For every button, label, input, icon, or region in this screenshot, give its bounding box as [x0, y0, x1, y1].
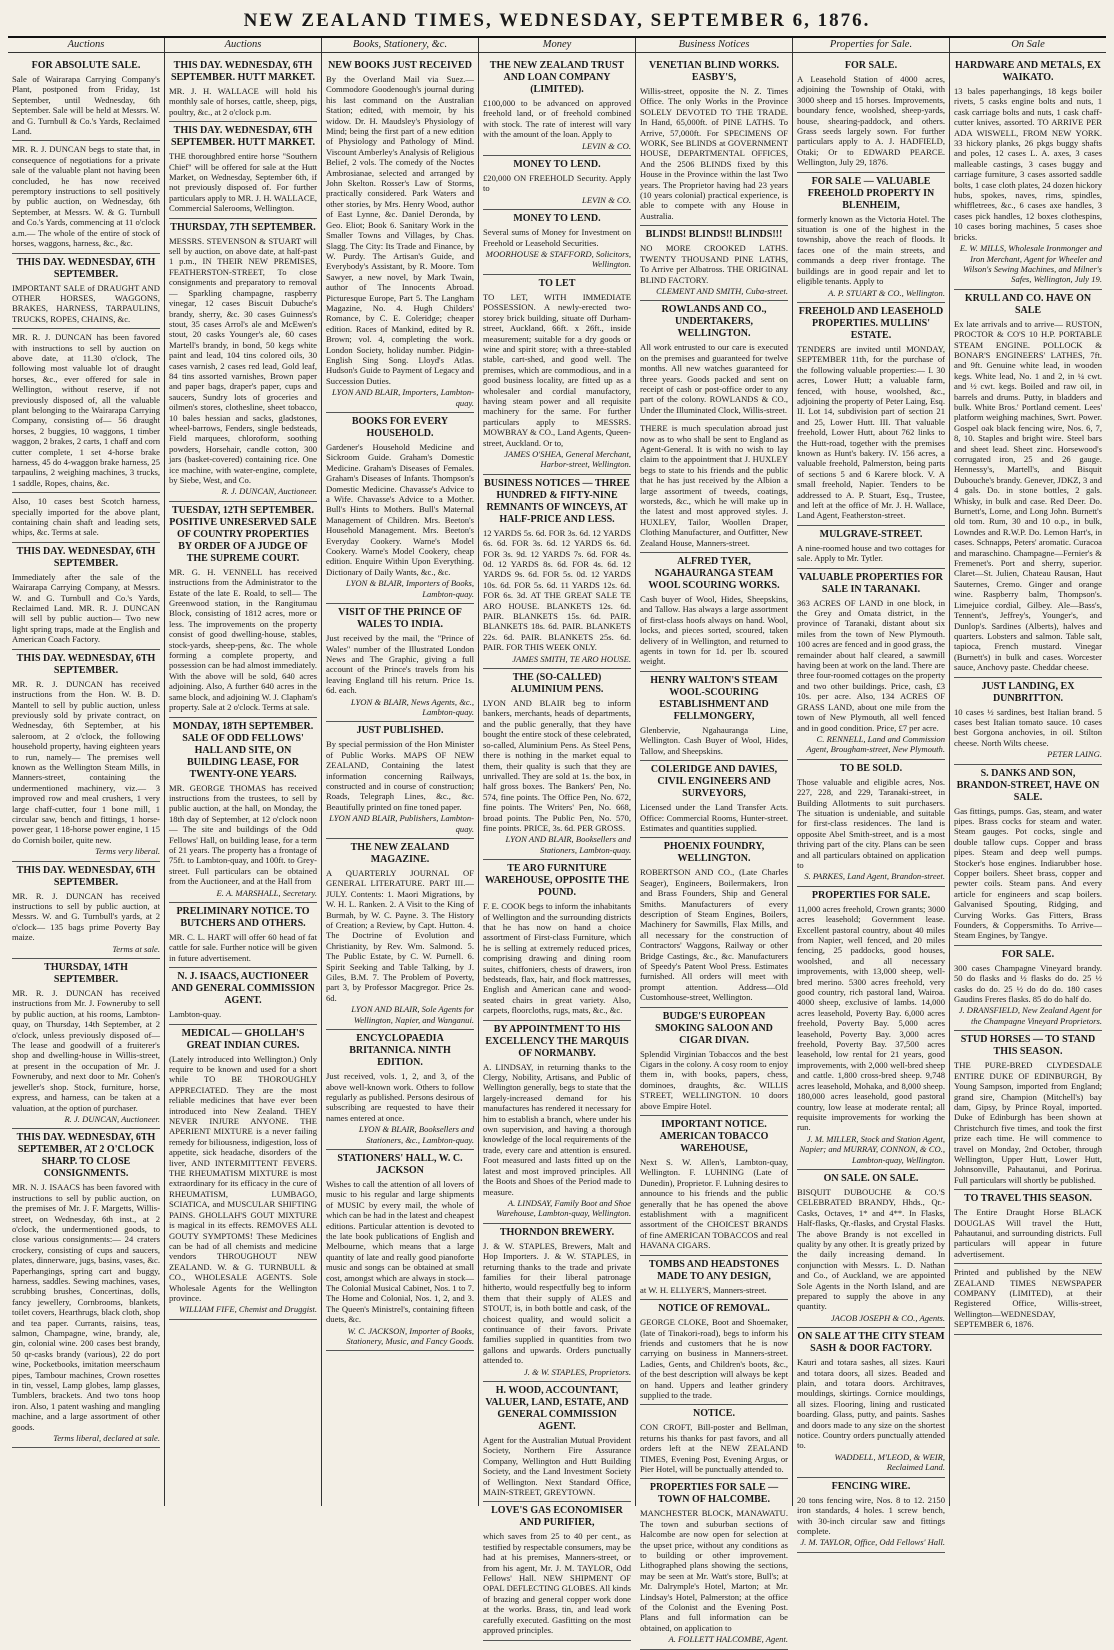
ad-title: BUSINESS NOTICES — THREE HUNDRED & FIFTY-NINE REMNANTS OF WINCEYS, AT HALF-PRICE AND LESS. — [484, 477, 630, 525]
ad-title: THIS DAY. WEDNESDAY, 6TH SEPTEMBER. HUTT MARKET. — [170, 125, 316, 149]
ad-body: A nine-roomed house and two cottages for sale. Apply to Mr. Tytler. — [797, 542, 945, 564]
advertisement — [797, 303, 945, 526]
advertisement — [640, 1116, 788, 1256]
ad-title: S. DANKS AND SON, BRANDON-STREET, HAVE ON SALE. — [956, 767, 1100, 803]
ad-title: H. WOOD, ACCOUNTANT, VALUER, LAND, ESTATE, AND GENERAL COMMISSION AGENT. — [485, 1385, 629, 1432]
advertisement — [797, 1478, 945, 1553]
ad-body: J. & W. STAPLES, Brewers, Malt and Hop Importers. J. & W. STAPLES, in returning thanks to the trade and private families for their liberal patronage hitherto, would respectfully beg to inform them that their supply of ALES and STOUT, is, in both bottle and cask, of the choicest quality, and would solicit a continuance of their favors. Private families supplied in quantities from two gallons and upwards. Orders punctually attended to. — [483, 1240, 631, 1366]
column — [322, 38, 479, 1506]
advertisement — [169, 122, 317, 218]
advertisement — [169, 502, 317, 718]
column-heading: Auctions — [165, 38, 321, 53]
advertisement — [954, 1190, 1102, 1264]
advertisement — [797, 1170, 945, 1328]
advertisement — [954, 57, 1102, 290]
ad-signature: PETER LAING. — [1047, 749, 1102, 760]
advertisement — [12, 493, 160, 543]
ad-signature: LYON AND BLAIR, Sole Agents for Wellington, Napier, and Wanganui. — [351, 1004, 474, 1025]
ad-body: IMPORTANT SALE of DRAUGHT AND OTHER HORSES, WAGGONS, BRAKES, HARNESS, TARPAULINS, TRUCKS, ROPES, CHAINS, &c. — [12, 282, 160, 324]
ad-body: TENDERS are invited until MONDAY, SEPTEMBER 11th, for the purchase of the following valuable properties:— I. 30 acres, Lower Hutt; a valuable farm, fenced, with house, woolshed, &c., adjoining the property of Peter Laing, Esq. II. Lot 14, subdivision part of section 21 and 25, Lower Hutt. III. That valuable freehold, Lower Hutt, about 762 links to the Hutt-road, together with the premises known as Hunt's bakery. IV. 156 acres, a valuable freehold, Palmerston, being parts of sections 5 and 6 Karere block. V. A small freehold, Napier. Tenders to be addressed to A. P. Stuart, Esq., Trustee, and left at the office of Mr. J. H. Wallace, Land Agent, Featherston-street. — [797, 343, 945, 521]
ad-body: 12 YARDS 5s. 6d. FOR 3s. 6d. 12 YARDS 6s. 6d. FOR 3s. 6d. 12 YARDS 6s. 6d. FOR 3s. 9d. 12 YARDS 7s. 6d. FOR 4s. 0d. 12 YARDS 8s. 6d. FOR 4s. 6d. 12 YARDS 9s. 6d. FOR 5s. 0d. 12 YARDS 10s. 6d. FOR 5s. 6d. 11 YARDS 12s. 6d. FOR 6s. 3d. AT THE GREAT SALE TE ARO HOUSE. BLANKETS 12s. 6d. PAIR. BLANKETS 15s. 6d. PAIR. BLANKETS 18s. 6d. PAIR. BLANKETS 22s. 6d. PAIR. BLANKETS 25s. 6d. PAIR. FOR THIS WEEK ONLY. — [483, 527, 631, 653]
ad-title: ENCYCLOPAEDIA BRITANNICA. NINTH EDITION. — [349, 1033, 451, 1069]
ad-title: MONEY TO LEND. — [513, 159, 601, 171]
ad-signature: J. & W. STAPLES, Proprietors. — [523, 1366, 631, 1377]
ad-body: THE thoroughbred entire horse "Southern Chief" will be offered for sale at the Hutt Market, on Wednesday, September 6th, if not previously disposed of. For further particulars apply to MR. J. H. WALLACE, Commercial Salerooms, Wellington. — [169, 151, 317, 214]
ad-title: THIS DAY. WEDNESDAY, 6TH SEPTEMBER, AT 2 O'CLOCK SHARP. TO CLOSE CONSIGNMENTS. — [16, 1132, 156, 1180]
ad-signature: LYON & BLAIR, Importers of Books, Lambton-quay. — [345, 578, 474, 599]
ad-signature: LYON AND BLAIR, Importers, Lambton-quay. — [332, 387, 474, 408]
advertisement — [640, 420, 788, 553]
advertisement — [640, 1405, 788, 1479]
ad-title: MONEY TO LEND. — [513, 213, 601, 225]
ad-title: KRULL AND CO. HAVE ON SALE — [964, 292, 1092, 316]
advertisement — [954, 946, 1102, 1031]
ad-body: Next S. W. Allen's, Lambton-quay, Wellington. F. LUHNING (Late of Dunedin), Proprietor. F. Luhning desires to announce to his friends and the public generally that he has opened the above establishment with a magnificent assortment of the CHOICEST BRANDS of fine AMERICAN TOBACCOS and real HAVANA CIGARS. — [640, 1157, 788, 1251]
ad-body: LYON AND BLAIR beg to inform bankers, merchants, heads of departments, and the public generally, that they have bought the entire stock of these celebrated, so-called, Aluminium Pens. As Steel Pens, there is nothing in the market equal to them, their quality is such that they are unrivalled. They are sold at 1s. the box, in half gross boxes. The Bankers' Pen, No. 574, fine points. The Office Pen, No. 672, fine points. The Writers' Pen, No. 668, broad points. The Public Pen, No. 570, fine points. PRICE, 3s. 6d. PER GROSS. — [483, 698, 631, 833]
advertisement — [797, 760, 945, 887]
ad-body: Splendid Virginian Tobaccos and the best Cigars in the colony. A cosy room to enjoy them in, with books, papers, chess, dominoes, draughts, &c. WILLIS STREET, WELLINGTON. 10 doors above Empire Hotel. — [640, 1048, 788, 1111]
advertisement — [483, 156, 631, 210]
ad-title: TO LET — [538, 277, 576, 289]
ad-body: at W. H. ELLYER'S, Manners-street. — [640, 1284, 767, 1295]
column — [793, 38, 950, 1548]
ad-signature: CLEMENT AND SMITH, Cuba-street. — [656, 285, 788, 296]
ad-body: All work entrusted to our care is executed on the premises and guaranteed for twelve months. All new watches guaranteed for three years. Goods packed and sent on receipt of cash or post-office order to any part of the colony. ROWLANDS & CO., Under the Illuminated Clock, Willis-street. — [640, 342, 788, 415]
ad-title: FENCING WIRE. — [831, 1480, 911, 1492]
ad-title: THORNDON BREWERY. — [499, 1226, 615, 1238]
masthead: NEW ZEALAND TIMES, WEDNESDAY, SEPTEMBER 6, 1876. — [8, 8, 1106, 38]
advertisement — [640, 301, 788, 420]
column-heading: Auctions — [8, 38, 164, 53]
advertisement — [954, 1031, 1102, 1190]
ad-signature: JAMES O'SHEA, General Merchant, Harbor-street, Wellington. — [504, 448, 631, 470]
advertisement — [640, 1008, 788, 1116]
ad-title: ALFRED TYER, NGAHAURANGA STEAM WOOL SCOURING WORKS. — [648, 556, 780, 592]
ad-title: THE (SO-CALLED) ALUMINIUM PENS. — [510, 672, 604, 696]
ad-body: F. E. COOK begs to inform the inhabitants of Wellington and the surrounding districts that he has now on hand a choice assortment of First-class Furniture, which he is selling at extremely reduced prices, comprising drawing and dining room suites, chiffoniers, chests of drawers, iron bedsteads, flax, hair, and flock mattresses, English and American cane and wood-seated chairs in great variety. Also, carpets, floorcloths, rugs, mats, &c., &c. — [483, 901, 631, 1016]
ad-title: FOR SALE — VALUABLE FREEHOLD PROPERTY IN BLENHEIM, — [807, 175, 935, 211]
ad-body: £20,000 ON FREEHOLD Security. Apply to — [483, 173, 631, 194]
ad-body: MR. G. H. VENNELL has received instructions from the Administrator to the Estate of the late E. Roald, to sell— The Greenwood station, in the Rangitumau Block, consisting of 1812 acres, more or less. The improvements on the property consist of good dwelling-house, stables, stock-yards, sheep-pens, &c. The whole forming a complete property, and possession can be had almost immediately. With the above will be sold, 640 acres adjoining. Also, A further 640 acres in the same block, and adjoining W. J. Clapham's property. Sale at 2 o'clock. Terms at sale. — [169, 566, 317, 713]
advertisement — [954, 678, 1102, 765]
column-heading: Books, Stationery, &c. — [322, 38, 478, 53]
ad-body: 10 cases ½ sardines, best Italian brand. 5 cases best Italian tomato sauce. 10 cases best Gorgona anchovies, in oil. Stilton cheese. North Wilts cheese. — [954, 706, 1102, 748]
ad-title: MONDAY, 18TH SEPTEMBER. SALE OF ODD FELLOWS' HALL AND SITE, ON BUILDING LEASE, FOR TWENTY-ONE YEARS. — [172, 720, 314, 780]
ad-signature: A. LINDSAY, Family Boot and Shoe Warehouse, Lambton-quay, Wellington. — [496, 1197, 631, 1219]
advertisement — [326, 722, 474, 839]
ad-title: MEDICAL — GHOLLAH'S GREAT INDIAN CURES. — [181, 1027, 305, 1051]
column — [165, 38, 322, 1506]
ad-title: TOMBS AND HEADSTONES MADE TO ANY DESIGN, — [648, 1258, 780, 1282]
ad-body: MR. J. H. WALLACE will hold his monthly sale of horses, cattle, sheep, pigs, poultry, &c., at 2 o'clock p.m. — [169, 86, 317, 117]
ad-title: THIS DAY. WEDNESDAY, 6TH SEPTEMBER. — [16, 256, 156, 280]
advertisement — [640, 57, 788, 226]
ad-title: THIS DAY. WEDNESDAY, 6TH SEPTEMBER. — [16, 545, 156, 569]
ad-title: PHOENIX FOUNDRY, WELLINGTON. — [663, 841, 765, 865]
ad-title: THE NEW ZEALAND MAGAZINE. — [350, 842, 450, 865]
advertisement — [483, 1382, 631, 1502]
ad-body: (Lately introduced into Wellington.) Only require to be known and used for a short while TO BE THOROUGHLY APPRECIATED. They are the most reliable medicines that have ever been introduced into New Zealand. THEY NEVER INJURE ANYONE. THE APERIENT MIXTURE is a never failing remedy for biliousness, indigestion, loss of appetite, sick headache, disorders of the liver, AND INTERMITTENT FEVERS. THE RHEUMATISM MIXTURE is most extraordinary for its efficacy in the cure of RHEUMATISM, LUMBAGO, SCIATICA, and MUSCULAR SHIFTING PAINS. GHOLLAH'S GOUT MIXTURE is magical in its effects. REMOVES ALL GOUTY SYMPTOMS! These Medicines can be had of all chemists and medicine vendors THROUGHOUT NEW ZEALAND. W. & G. TURNBULL & CO., WHOLESALE AGENTS. Sole Wholesale Agents for the Wellington province. — [169, 1053, 317, 1303]
advertisement — [797, 173, 945, 303]
advertisement — [640, 226, 788, 301]
ad-title: BLINDS! BLINDS!! BLINDS!!! — [645, 229, 783, 241]
ad-title: TO BE SOLD. — [839, 762, 903, 774]
advertisement — [326, 1150, 474, 1352]
ad-title: THE NEW ZEALAND TRUST AND LOAN COMPANY (LIMITED). — [489, 60, 625, 95]
ad-signature: JAMES SMITH, TE ARO HOUSE. — [512, 653, 631, 664]
ad-signature: A. FOLLETT HALCOMBE, Agent. — [668, 1634, 788, 1645]
ad-title: BOOKS FOR EVERY HOUSEHOLD. — [351, 416, 449, 439]
advertisement — [326, 1030, 474, 1150]
ad-body: A. LINDSAY, in returning thanks to the Clergy, Nobility, Artisans, and Public of Wellington generally, begs to state that the largely-increased demand for his manufactures has rendered it necessary for him to establish a branch, where under his own supervision, and having a thorough knowledge of the local requirements of the trade, every care and attention is ensured. Foot measured and lasts fitted up on the latest and most improved principles. All the Boots and Shoes of the Period made to measure. — [483, 1061, 631, 1197]
advertisement — [797, 569, 945, 760]
ad-signature: LYON AND BLAIR, Booksellers and Stationers, Lambton-quay. — [505, 834, 631, 855]
ad-title: NOTICE OF REMOVAL. — [658, 1303, 770, 1315]
ad-signature: S. PARKES, Land Agent, Brandon-street. — [804, 871, 945, 882]
ad-body: MR. C. L. HART will offer 60 head of fat cattle for sale. Further notice will be given in future advertisement. — [169, 931, 317, 963]
advertisement — [797, 526, 945, 569]
ad-body: CON CROFT, Bill-poster and Bellman, returns his thanks for past favors, and all orders left at the NEW ZEALAND TIMES, Evening Post, Evening Argus, or Pier Hotel, will be punctually attended to. — [640, 1422, 788, 1474]
advertisement — [326, 57, 474, 413]
ad-title: THIS DAY. WEDNESDAY, 6TH SEPTEMBER. — [16, 652, 156, 676]
advertisement — [12, 543, 160, 650]
ad-title: LOVE'S GAS ECONOMISER AND PURIFIER, — [491, 1505, 623, 1529]
advertisement — [12, 1129, 160, 1448]
ad-signature: R. J. DUNCAN, Auctioneer. — [221, 486, 317, 497]
ad-title: THURSDAY, 14TH SEPTEMBER. — [44, 962, 128, 986]
advertisement — [483, 1224, 631, 1382]
ad-signature: Terms liberal, declared at sale. — [53, 1433, 160, 1444]
ad-signature: E. A. MARSHALL, Secretary. — [216, 887, 317, 898]
ad-signature: A. P. STUART & CO., Wellington. — [828, 287, 945, 298]
ad-title: FOR SALE. — [1001, 948, 1055, 960]
column — [636, 38, 793, 1645]
advertisement — [12, 959, 160, 1129]
ad-title: VENETIAN BLIND WORKS. EASBY'S, — [648, 60, 780, 83]
ad-signature: MOORHOUSE & STAFFORD, Solicitors, Wellington. — [485, 249, 631, 270]
ad-body: Glenbervie, Ngahauranga Line, Wellington. Cash Buyer of Wool, Hides, Tallow, and Sheepskins. — [640, 724, 788, 756]
ad-body: ROBERTSON AND CO., (Late Charles Seager), Engineers, Boilermakers, Iron and Brass Founders, Ship and General Smiths. Manufacturers of every description of Steam Engines, Boilers, Machinery for Sawmills, Flax Mills, and all necessary for the construction of Contractors' Waggons, Railway or other Bridge Castings, &c., &c. Manufacturers of Speedy's Patent Wool Press. Estimates furnished. All orders will meet with prompt attention. Address—Old Customhouse-street, Wellington. — [640, 867, 788, 1003]
advertisement — [954, 1264, 1102, 1334]
ad-title: ON SALE. ON SALE. — [823, 1172, 919, 1184]
advertisement — [483, 57, 631, 156]
advertisement — [483, 275, 631, 475]
advertisement — [640, 1300, 788, 1405]
ad-body: MR. R. J. DUNCAN has received instructions from Mr. J. Fowneruby to sell by public auction, at his rooms, Lambton-quay, on Thursday, 14th September, at 2 o'clock, unless previously disposed of— The lease and goodwill of a fruiterer's shop and dwelling-house in Willis-street, at present in the occupation of Mr. J. Fowneruby, and next door to Mr. Cohen's jeweller's shop. Stock, furniture, horse, express, and harness, can be taken at a valuation, at the option of purchaser. — [12, 988, 160, 1113]
ad-title: THIS DAY. WEDNESDAY, 6TH SEPTEMBER. — [16, 864, 156, 888]
ad-signature: Terms at sale. — [112, 943, 160, 954]
column — [8, 38, 165, 1506]
ad-title: FOR SALE. — [844, 60, 898, 71]
ad-body: GEORGE CLOKE, Boot and Shoemaker, (late of Tinakori-road), begs to inform his friends and customers that he is now carrying on business in Manners-street. Ladies, Gents, and Children's boots, &c., of the best description will always be kept on hand. Uppers and leather grindery supplied to the trade. — [640, 1317, 788, 1400]
ad-signature: C. RENNELL, Land and Commission Agent, Brougham-street, New Plymouth. — [806, 733, 945, 755]
advertisement — [169, 1025, 317, 1320]
ad-body: Those valuable and eligible acres, Nos. 227, 228, and 229, Taranaki-street, in Building Allotments to suit purchasers. The situation is undeniable, and suitable for first-class residences. The land is opposite Abel Smith-street, and is a most thriving part of the city. Plans can be seen and all particulars obtained on application to — [797, 776, 945, 870]
ad-title: NOTICE. — [693, 1408, 735, 1420]
ad-body: 20 tons fencing wire, Nos. 8 to 12. 2150 iron standards, 4 holes. 1 screw bench, with 30-inch circular saw and fittings complete. — [797, 1494, 945, 1536]
ad-signature: J. DRANSFIELD, New Zealand Agent for the Champagne Vineyard Proprietors. — [958, 1005, 1102, 1026]
advertisement — [169, 968, 317, 1024]
ad-body: THE PURE-BRED CLYDESDALE ENTIRE DUKE OF EDINBURGH, By Young Sampson, imported from England; grand sire, Champion (Mitchell's) bay dam, Gipsy, by Prince Royal, imported. Duke of Edinburgh has been shown at Christchurch five times, and took the first prize each time. He will commence to travel on Monday, 2nd October, through Wellington, Upper Hutt, Lower Hutt, Johnsonville, Pahautanui, and Porirua. Full particulars will shortly be published. — [954, 1060, 1102, 1185]
ad-body: Immediately after the sale of the Wairarapa Carrying Company, at Messrs. W. and G. Turnbull and Co.'s Yards, Reclaimed Land. MR. R. J. DUNCAN will sell by public auction— Two new light spring traps, made at the English and American Coach Factory. — [12, 571, 160, 645]
ad-body: 300 cases Champagne Vineyard brandy. 50 do flasks and ½ flasks do do. 25 ½ casks do do. 25 ½ do do do. 180 cases Gaudins Freres flasks. 85 do do half do. — [954, 962, 1102, 1005]
ad-body: A Leasehold Station of 4000 acres, adjoining the Township of Otaki, with 3000 sheep and 15 horses. Improvements, boundary fence, woolshed, sheep-yards, house, shearing-paddock, and others. Grass seeds largely sown. For further particulars apply to A. J. HADFIELD, Otaki; Or to EDWARD PEARCE. Wellington, July 29, 1876. — [797, 74, 945, 168]
ad-title: TE ARO FURNITURE WAREHOUSE, OPPOSITE THE POUND. — [484, 863, 630, 899]
ad-body: Lambton-quay. — [169, 1009, 222, 1020]
ad-signature: J. M. TAYLOR, Office, Odd Fellows' Hall. — [800, 1537, 945, 1548]
ad-body: Willis-street, opposite the N. Z. Times Office. The only Works in the Province SOLELY DEVOTED TO THE TRADE. In Hand, 65,000ft. of PINE LATHS. To Arrive, 57,000ft. For SPECIMENS OF WORK, See BLINDS at GOVERNMENT HOUSE, DEPARTMENTAL OFFICES, And the 2506 BLINDS fixed by this House in the Province within the last Two years. The Proprietor having had 23 years (10 years colonial) practical experience, is able to compete with any House in Australia. — [640, 86, 788, 221]
ad-body: A QUARTERLY JOURNAL OF GENERAL LITERATURE. PART III.—JULY. Contents: 1. Maori Migrations, by W. H. L. Ranken. 2. A Visit to the King of Burmah, by W. C. Payne. 3. The History of Creation; a Review, by Capt. Hutton. 4. The Doctrine of Evolution and Christianity, by Rev. Wm. Salmond. 5. The Public Estate, by C. W. Purnell. 6. Spirit Seeking and Table Talking, by J. Giles, B.M. 7. The Problem of Poverty, part 3, by Professor Macgregor. Price 2s. 6d. — [326, 868, 474, 1003]
column — [479, 38, 636, 1636]
ad-body: which saves from 25 to 40 per cent., as testified by respectable consumers, may be had at his premises, Manners-street, or from his agent, Mr. J. M. TAYLOR, Odd Fellows' Hall. NEW SHIPMENT OF OPAL DEFLECTING GLOBES. All kinds of brazing and general copper work done at the works. Brass, tin, and lead work carefully executed. Gasfitting on the most approved principles. — [483, 1531, 631, 1636]
ad-title: ON SALE AT THE CITY STEAM SASH & DOOR FACTORY. — [797, 1331, 945, 1355]
ad-title: THURSDAY, 7TH SEPTEMBER. — [170, 221, 316, 233]
ad-body: By the Overland Mail via Suez.— Commodore Goodenough's journal during his last command on the Australian Station; edited, with memoir, by his widow. Dr. H. Maudsley's Physiology of Mind; being the first part of a new edition of Physiology and Pathology of Mind. Viscount Amberley's Analysis of Religious Belief, 2 vols. The comedy of the Noctes Ambrosianae, selected and arranged by John Skelton. Rosser's Law of Storms, practically considered. Park Waters and other stories, by Mrs. Henry Wood, author of East Lynne, &c. Daniel Deronda, by Geo. Eliot; Book 6. Sanitary Work in the Smaller Towns and Villages, by Chas. Slagg. The City: Its Trade and Finance, by W. Purdy. The Artisan's Guide, and Everybody's Assistant, by R. Moore. Tom Sawyer, a new novel, by Mark Twain, author of The Innocents Abroad. Picturesque Europe, Part 5. The Langham Magazine, No. 4. Hugh Childers' Romance, by C. E. Coleridge; cheaper edition. Races of Mankind, edited by R. Brown; vol. 4, completing the work. London Society, holiday number. Pidgin-English Sing Song. Lloyd's Atlas. Hudson's Guide to Payment of Legacy and Succession Duties. — [326, 74, 474, 386]
ad-title: TUESDAY, 12TH SEPTEMBER. POSITIVE UNRESERVED SALE OF COUNTRY PROPERTIES BY ORDER OF A JUDGE OF THE SUPREME COURT. — [169, 504, 317, 564]
advertisement — [483, 1021, 631, 1224]
ad-title: STATIONERS' HALL, W. C. JACKSON — [337, 1152, 463, 1176]
ad-body: Wishes to call the attention of all lovers of music to his regular and large shipments of MUSIC by every mail, the whole of which can be had in the latest and cheapest editions. Particular attention is devoted to the late book publications of English and Melbourne, which means that a large quantity of late and really good pianoforte music and songs can be obtained at small cost, amongst which are always in stock— The Colonial Musical Cabinet, Nos. 1 to 7. The Home and Colonial, Nos. 1, 2, and 3. The Queen's Ministrel's, containing fifteen duets, &c. — [326, 1178, 474, 1325]
advertisement — [326, 839, 474, 1030]
ad-title: ROWLANDS AND CO., UNDERTAKERS, WELLINGTON. — [661, 304, 767, 340]
ad-title: BUDGE'S EUROPEAN SMOKING SALOON AND CIGAR DIVAN. — [655, 1010, 773, 1046]
ad-title: IMPORTANT NOTICE. AMERICAN TOBACCO WAREHOUSE, — [659, 1119, 769, 1155]
ad-signature: R. J. DUNCAN, Auctioneer. — [64, 1113, 160, 1124]
ad-body: The Entire Draught Horse BLACK DOUGLAS Will travel the Hutt, Pahautanui, and surrounding districts. Full particulars will appear in future advertisement. — [954, 1207, 1102, 1259]
ad-body: By special permission of the Hon Minister of Public Works. MAPS OF NEW ZEALAND, Containing the latest information concerning Railways, constructed and in course of construction; Roads, Telegraph Lines, &c., &c. Beautifully printed on fine toned paper. — [326, 739, 474, 812]
column-heading: Business Notices — [636, 38, 792, 53]
advertisement — [640, 761, 788, 838]
ad-title: COLERIDGE AND DAVIES, CIVIL ENGINEERS AND SURVEYORS, — [650, 764, 778, 800]
advertisement — [954, 765, 1102, 946]
ad-body: Printed and published by the NEW ZEALAND TIMES NEWSPAPER COMPANY (LIMITED), at their Registered Office, Willis-street, Wellington—WEDNESDAY, SEPTEMBER 6, 1876. — [954, 1267, 1102, 1330]
ad-title: JUST LANDING, EX DUNBRITTON. — [981, 680, 1075, 704]
ad-body: MESSRS. STEVENSON & STUART will sell by auction, on above date, at half-past 1 p.m., IN THEIR NEW PREMISES, FEATHERSTON-STREET, To close consignments and preparatory to removal— Sparkling champagne, raspberry vinegar, 12 cases Biscuit Dubuche's brandy, sherry, &c. 30 cases Guinness's stout, 35 cases Arrol's ale and McEwen's stout, 20 casks Younger's ale, 60 cases Martell's brandy, in bond, 50 kegs white paint and lead, 104 tins colored oils, 30 cases varnish, 2 cases red lead, Gold leaf, 84 tins assorted varnishes, Brown paper and paper bags, draper's paper, cups and saucers, Sundry lots of groceries and oilmen's stores, clothesline, sheet tobacco, 10 bales hessian and sacks, gladstones, wheel-barrows, Fenders, single bedsteads, Field marquees, chloroform, soothing powders, Horsehair, candle cotton, 300 jars (basket-covered) containing rice. One ice machine, with water-engine, complete, by Siebe, West, and Co. — [169, 235, 317, 485]
ad-body: 363 ACRES OF LAND in one block, in the Grey and Omata district, in the province of Taranaki, distant about six miles from the town of New Plymouth. 100 acres are fenced and in good grass, the remainder about half cleared, a sawmill having been at work on the land. There are three four-roomed cottages on the property and two other buildings. Price, cash, £3 10s. per acre. Also, 134 ACRES OF GRASS LAND, about one mile from the town of New Plymouth, all well fenced and in good condition. Price, £7 per acre. — [797, 597, 945, 733]
advertisement — [12, 329, 160, 493]
ad-title: N. J. ISAACS, AUCTIONEER AND GENERAL COMMISSION AGENT. — [171, 971, 315, 1007]
ad-title: MULGRAVE-STREET. — [819, 528, 923, 540]
advertisement — [797, 887, 945, 1170]
advertisement — [169, 903, 317, 968]
column-heading: On Sale — [950, 38, 1106, 53]
ad-signature: Terms very liberal. — [95, 846, 160, 857]
advertisement — [640, 1479, 788, 1649]
ad-signature: LEVIN & CO. — [582, 140, 631, 151]
ad-body: 11,000 acres freehold, Crown grants; 3000 acres leasehold; Government lease. Excellent pastoral country, about 40 miles from Napier, well fenced, and 20 miles fencing, 25 paddocks, good houses, woolshed, and all necessary improvements, with 13,000 sheep, well-bred merino. 5300 acres freehold, very good country, rich pastoral land, Wairoa. 4000 sheep, exclusive of lambs. 14,000 acres leasehold, Poverty Bay. 6,000 acres freehold, Poverty Bay. 5,000 acres leasehold, Poverty Bay. 3,000 acres freehold, Poverty Bay. 37,500 acres leasehold, low rental for 21 years, good improvements, with 2,000 well-bred sheep and cattle. 1,800 cross-bred sheep. 9,748 acres leasehold, Mohaka, and 8,000 sheep. 180,000 acres leasehold, good pastoral country, low lease at moderate rental; all requisite improvements for working the run. — [797, 903, 945, 1133]
ad-title: PROPERTIES FOR SALE — TOWN OF HALCOMBE. — [649, 1482, 779, 1506]
ad-body: MR. N. J. ISAACS has been favored with instructions to sell by public auction, on the premises of Mr. J. F. Margetts, Willis-street, on Wednesday, 6th inst., at 2 o'clock, the undermentioned goods, to close various consignments:— 24 craters crockery, consisting of cups and saucers, plates, dinnerware, jugs, basins, vases, &c. Paperhangings, spring cart and buggy, harness, saddles. Sewing machines, vases, scrubbing brushes, Concertinas, dolls, fancy jewellery, Cornbrooms, blankets, toilet covers, Hearthrugs, black cloth, shop and tea paper. Currants, raisins, teas, salmon, Champagne, wine, brandy, ale, gin, colonial wine. 200 cases best brandy, 50 qr-casks brandy (various), 22 do port wine, Pocketbooks, imitation meerschaum pipes, Tambour machines, Crown rosettes in tin, vessel, Lamp globes, lamp glasses, Tumblers, brackets. And two tons hoop iron. Also, 1 patent washing and mangling machine, and a large assortment of other goods. — [12, 1182, 160, 1432]
ad-signature: JACOB JOSEPH & CO., Agents. — [830, 1312, 945, 1323]
advertisement — [640, 672, 788, 761]
ad-body: Gas fittings, pumps. Gas, steam, and water pipes. Brass cocks for steam and water. Steam gauges. Pot cocks, single and double tallow cups. Copper and brass pipes. Steam and deep well pumps. Stocker's hose engines. Indiarubber hose. Copper boilers. Sheet brass, copper and pewter coils. Steam pans. And every article for engineers and scap boilers. Galvanised Spouting, Ridging, and Curving Works. Gas Fitters, Brass Founders, & Coppersmiths. To Arrive—Steam Engines, by Tangye. — [954, 805, 1102, 941]
ad-signature: LYON & BLAIR, Booksellers and Stationers, &c., Lambton-quay. — [358, 1124, 474, 1145]
ad-title: PRELIMINARY NOTICE. TO BUTCHERS AND OTHERS. — [176, 905, 310, 929]
ad-body: MR. R. J. DUNCAN has been favored with instructions to sell by auction on above date, at 11.30 o'clock, The following most valuable lot of draught horses, &c., ever offered for sale in Wellington, without reserve, if not previously disposed of, all the valuable plant belonging to the Wairarapa Carrying Company, consisting of— 56 draught horses, 2 buggies, 10 waggons, 1 timber waggon, 2 brakes, 2 carts, 1 chaff and corn cutter complete, 1 set 4-horse brake harness, 45 do 4-waggon brake harness, 25 tarpaulins, 2 weighing machines, 3 trucks, 1 saddle, Ropes, chains, &c. — [12, 332, 160, 488]
ad-body: Licensed under the Land Transfer Acts. Office: Commercial Rooms, Hunter-street. Estimates and quantities supplied. — [640, 802, 788, 833]
ad-title: JUST PUBLISHED. — [356, 725, 444, 737]
advertisement — [12, 57, 160, 141]
ad-body: formerly known as the Victoria Hotel. The situation is one of the highest in the township, above the reach of floods. It faces one of the main streets, and commands a deep river frontage. The buildings are in good repair and let to eligible tenants. Apply to — [797, 213, 945, 287]
ad-body: THERE is much speculation abroad just now as to who shall be sent to England as Agent-General. It is with no wish to lay claim to the appointment that J. HUXLEY begs to state to his friends and the public that he has just received by the Albion a large assortment of tweeds, coatings, worsteds, &c., which he will make up in the latest and most approved styles. J. HUXLEY, Tailor, Woollen Draper, Clothing Manufacturer, and Outfitter, New Zealand House, Manners-street. — [640, 423, 788, 548]
ad-title: FOR ABSOLUTE SALE. — [31, 60, 141, 71]
ad-body: Ex late arrivals and to arrive— RUSTON, PROCTOR & CO'S 10 H.P. PORTABLE STEAM ENGINE. POLLOCK & BONAR'S ENGINEERS' LATHES, 7ft. and 9ft. Genuine white lead, in wooden kegs. White lead, No. 1 and 2, in ¼ cwt. and ½ cwt. kegs. Boiled and raw oil, in barrels and drums. Putty, in bladders and bulk. White Bros.' Portland cement. Lees' platform weighing machines, Swrt. Power. Gospel oak black fencing wire, Nos. 6, 7, 8, 10. Staples and bright wire. Steel bars and sheet lead. Sheet zinc. Horsewood's corrugated iron, 25 and 26 gauge. Hennessy's, Martell's, and Bisquit Dubouche's brandy. Genever, JDKZ, 3 and 4 gals. Do. in stone bottles, 2 gals. Whisky, in bulk and case. Red Deer. Do. Burnett's, Lorne, and Long John. Burnett's old tom. Rum, 30 and 10 o.p., in bulk, Lowndes and R.W.P. Do. Lemon Hart's, in cases. Schnapps, Peters' aromatic. Curacoa and maraschino. Champagne—Fernier's & Fremenet's. Port and sherry, superior. Claret—St. Julien, Chateau Rausan, Haut Sauternes, Cremo. Ginger and orange wine. Raspberry balm, Thompson's. Limejuice cordial, Gilbey. Ale—Bass's, Tennent's, Jeffrey's, Younger's, and Dunlop's. Sardines (Alberts), halves and quarters. Lobsters and salmon. Table salt, tapioca, French mustard. Vinegar (Burnett's) in bulk and cases. Worcester sauce, Anchovy paste. Cheddar cheese. — [954, 318, 1102, 673]
ad-signature: E. W. MILLS, Wholesale Ironmonger and Iron Merchant, Agent for Wheeler and Wilson's Sewing Machines, and Milner's Safes, Wellington, July 19. — [959, 243, 1102, 285]
ad-body: MR. GEORGE THOMAS has received instructions from the trustees, to sell by public auction, at the hall, on Monday, the 18th day of September, at 12 o'clock noon— The site and buildings of the Odd Fellows' Hall, on building lease, for a term of 21 years. The property has a frontage of 75ft. to Lambton-quay, and 100ft. to Grey-street. Full particulars can be obtained from the Auctioneer, and at the Hall from — [169, 782, 317, 887]
ad-body: Gardener's Household Medicine and Sickroom Guide. Graham's Domestic Medicine. Graham's Diseases of Females. Graham's Diseases of Infants. Thompson's Domestic Medicine. Chavasse's Advice to a Wife. Chavasse's Advice to a Mother. Bull's Hints to Mothers. Bull's Maternal Management of Children. Mrs. Beeton's Household Management. Mrs. Beeton's Everyday Cookery. Warne's Model Cookery. Warne's Model Cookery, cheap edition. Enquire Within Upon Everything. Dictionary of Daily Wants, &c., &c. — [326, 442, 474, 577]
ad-title: HARDWARE AND METALS, EX WAIKATO. — [955, 60, 1101, 83]
ad-body: Also, 10 cases best Scotch harness, specially imported for the above plant, containing chain shaft and leading sets, whips, &c. Terms at sale. — [12, 496, 160, 538]
ad-body: NO MORE CROOKED LATHS. TWENTY THOUSAND PINE LATHS, To Arrive per Albatross. THE ORIGINAL BLIND FACTORY. — [640, 243, 788, 285]
advertisement — [12, 254, 160, 330]
ad-body: 13 bales paperhangings, 18 kegs boiler rivets, 5 casks engine bolts and nuts, 1 cask carriage bolts and nuts, 1 cask chaff-cutter knives, assorted. TO ARRIVE PER ADA WISWELL, FROM NEW YORK. 33 hickory planks, 26 pkgs buggy shafts and poles, 12 cases L. A. axes, 3 cases malleable castings, 3 cases buggy and carriage furniture, 3 cases assorted saddle bolts, 1 case cloth plates, 24 dozen hickory hubs, spokes, naves, rims, spindles, whiffletrees, &c., 6 cases axe handles, 3 cases pick handles, 12 boxes clothespins, 10 cases boring machines, 5 cases shoe bricks. — [954, 86, 1102, 242]
advertisement — [640, 553, 788, 672]
advertisement — [12, 862, 160, 959]
ad-title: VISIT OF THE PRINCE OF WALES TO INDIA. — [338, 607, 462, 631]
column-heading: Money — [479, 38, 635, 53]
ad-body: BISQUIT DUBOUCHE & CO.'S CELEBRATED BRANDY, Hhds., Qr.-Casks, Octaves, 1* and 4**. In Flasks, Half-flasks, Qr.-flasks, and Crystal Flasks. The above Brandy is not excelled in quality by any other. It is greatly prized by the daily increasing demand. In conjunction with Messrs. L. D. Nathan and Co., of Auckland, we are appointed Sole Agents in the North Island, and are prepared to supply the above in any quantity. — [797, 1186, 945, 1312]
advertisement — [640, 838, 788, 1007]
columns — [8, 38, 1106, 1645]
advertisement — [483, 475, 631, 669]
ad-signature: J. M. MILLER, Stock and Station Agent, Napier; and MURRAY, CONNON, & CO., Lambton-quay, Wellington. — [799, 1133, 945, 1165]
ad-body: MANCHESTER BLOCK, MANAWATU. The town and suburban sections of Halcombe are now open for selection at the upset price, without any conditions as to building or other improvement. Lithographed plans showing the sections, may be seen at Mr. Watt's store, Bull's; at Mr. Dalrymple's Hotel, Marton; at Mr. Lindsay's Hotel, Palmerston; at the office of the Colonist and the Evening Post. Plans and full information can be obtained, on application to — [640, 1508, 788, 1633]
advertisement — [797, 57, 945, 173]
advertisement — [12, 141, 160, 253]
advertisement — [797, 1328, 945, 1477]
ad-body: Just received by the mail, the "Prince of Wales" number of the Illustrated London News and The Graphic, giving a full account of the Prince's travels from his leaving England till his return. Price 1s. 6d. each. — [326, 633, 474, 696]
advertisement — [483, 210, 631, 275]
advertisement — [169, 718, 317, 903]
ad-title: STUD HORSES — TO STAND THIS SEASON. — [960, 1034, 1096, 1058]
ad-signature: LYON & BLAIR, News Agents, &c., Lambton-quay. — [350, 696, 474, 717]
ad-body: Agent for the Australian Mutual Provident Society, Northern Fire Assurance Company, Wellington and Hutt Building Society, and the Land Investment Society of Wellington. Next Standard Office, MAIN-STREET, GREYTOWN. — [483, 1435, 631, 1498]
ad-body: Just received, vols. 1, 2, and 3, of the above well-known work. Others to follow regularly as published. Persons desirous of subscribing are requested to have their names entered at once. — [326, 1071, 474, 1123]
ad-title: THIS DAY. WEDNESDAY, 6TH SEPTEMBER. HUTT MARKET. — [170, 60, 316, 83]
advertisement — [326, 413, 474, 604]
ad-body: Several sums of Money for Investment on Freehold or Leasehold Securities. — [483, 227, 631, 248]
advertisement — [483, 669, 631, 860]
column — [950, 38, 1106, 1506]
ad-body: TO LET, WITH IMMEDIATE POSSESSION. A newly-erected two-storey brick building, situate off Durham-street, Auckland, 66ft. x 26ft., inside measurement; suitable for a dry goods or wine and spirit store; with a three-stabled stable, cart-shed, and good well. The premises, which are commodious, and in a good business locality, are fitted up as a wholesaler and cordial manufactory, having steam power and all requisite machinery for the same. For further particulars apply to MESSRS. MOWBRAY & CO., Land Agents, Queen-street, Auckland. Or to, — [483, 291, 631, 448]
advertisement — [483, 860, 631, 1020]
ad-signature: WILLIAM FIFE, Chemist and Druggist. — [179, 1304, 317, 1315]
ad-body: £100,000 to be advanced on approved freehold land, or of freehold combined with stock. The rate of interest will vary with the amount of the loan. Apply to — [483, 98, 631, 140]
ad-title: FREEHOLD AND LEASEHOLD PROPERTIES. MULLINS' ESTATE. — [798, 305, 944, 341]
ad-body: Sale of Wairarapa Carrying Company's Plant, postponed from Friday, 1st September, until Wednesday, 6th September. Sale will be held at Messrs. W. and G. Turnbull & Co.'s Yards, Reclaimed Land. — [12, 74, 160, 137]
ad-signature: W. C. JACKSON, Importer of Books, Stationery, Music, and Fancy Goods. — [346, 1325, 474, 1347]
ad-body: Cash buyer of Wool, Hides, Sheepskins, and Tallow. Has always a large assortment of first-class hoofs always on hand. Wool, locks, and pieces sorted, scoured, taken delivery of in Wellington, and returned to agents in town for 1d. per lb. scoured weight. — [640, 594, 788, 667]
ad-signature: LYON AND BLAIR, Publishers, Lambton-quay. — [329, 813, 474, 834]
advertisement — [954, 290, 1102, 678]
ad-body: MR. R. J. DUNCAN has received instructions to sell by public auction, at Messrs. W. and G. Turnbull's yards, at 2 o'clock— 135 bags prime Poverty Bay maize. — [12, 890, 160, 943]
advertisement — [640, 1256, 788, 1300]
advertisement — [326, 604, 474, 722]
ad-title: BY APPOINTMENT TO HIS EXCELLENCY THE MARQUIS OF NORMANBY. — [485, 1023, 629, 1059]
ad-title: PROPERTIES FOR SALE. — [811, 889, 931, 901]
ad-signature: WADDELL, M'LEOD, & WEIR, Reclaimed Land. — [834, 1451, 945, 1473]
ad-title: NEW BOOKS JUST RECEIVED — [328, 60, 472, 71]
advertisement — [169, 57, 317, 122]
ad-signature: LEVIN & CO. — [582, 194, 631, 205]
advertisement — [12, 650, 160, 862]
ad-body: MR. R. J. DUNCAN begs to state that, in consequence of negotiations for a private sale of the valuable plant not having been concluded, he has now received peremptory instructions to sell positively by public auction, on Wednesday, 6th September, at Messrs. W. & G. Turnbull and Co.'s Yards, commencing at 11 o'clock a.m.— The whole of the entire of stock of horses, waggons, harness, &c., &c. — [12, 144, 160, 249]
ad-title: TO TRAVEL THIS SEASON. — [964, 1193, 1092, 1205]
ad-title: VALUABLE PROPERTIES FOR SALE IN TARANAKI. — [799, 571, 943, 595]
advertisement — [169, 219, 317, 502]
advertisement — [483, 1502, 631, 1640]
ad-body: MR. R. J. DUNCAN has received instructions from the Hon. W. B. D. Mantell to sell by public auction, unless previously sold by private contract, on Wednesday, 6th September, at his saleroom, at 2 o'clock, the following household property, having eighteen years to run, namely— The premises well known as the Wellington Steam Mills, in Manners-street, containing the undermentioned machinery, viz.— 3 improved row and meal crushers, 1 very large chaff-cutter, four 1 bone mill, 1 circular saw, bench and fittings, 1 horse-power gear, 1 18-horse power engine, 1 15 do Cornish boiler, quite new. — [12, 678, 160, 845]
ad-body: Kauri and totara sashes, all sizes. Kauri and totara doors, all sizes. Beaded and plain, and totara doors. Architraves, mouldings, skirtings. Cornice mouldings, all sizes. Flooring, lining and rusticated boarding. Glass, putty, and paints. Sashes and doors made to any size on the shortest notice. Country orders punctually attended to. — [797, 1357, 945, 1451]
ad-title: HENRY WALTON'S STEAM WOOL-SCOURING ESTABLISHMENT AND FELLMONGERY, — [650, 674, 778, 722]
column-heading: Properties for Sale. — [793, 38, 949, 53]
